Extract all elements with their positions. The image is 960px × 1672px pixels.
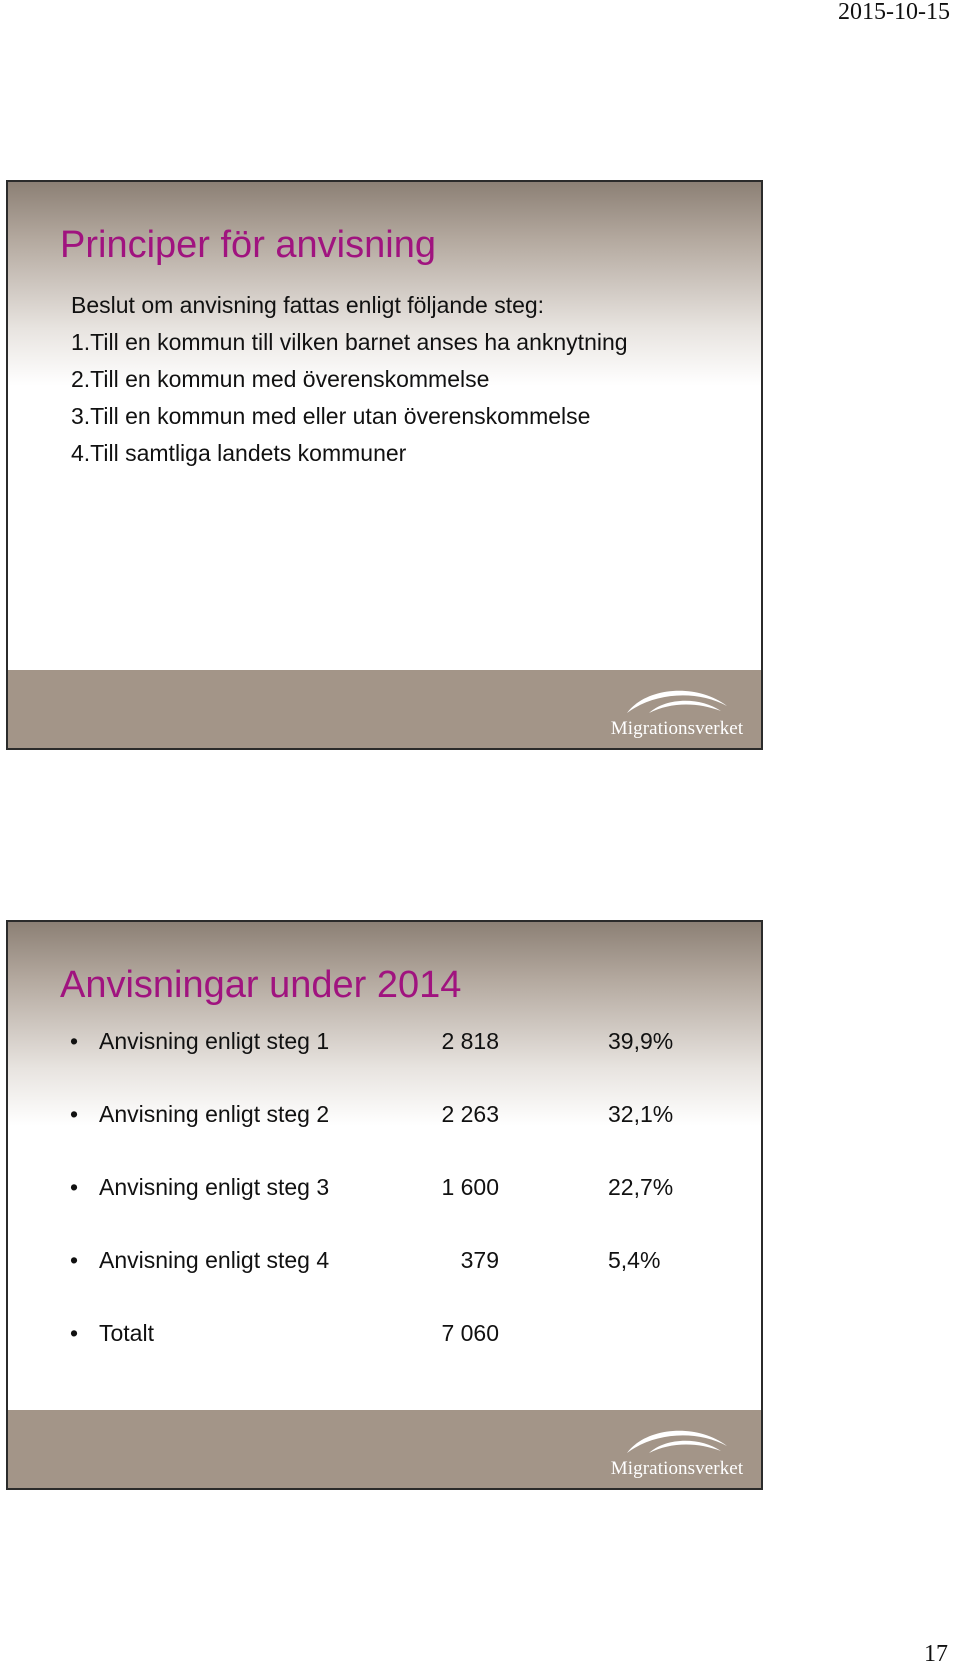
page-number: 17 [924,1641,948,1667]
row-percent: 32,1% [608,1101,674,1127]
bullet: • [70,1101,79,1127]
row-percent: 22,7% [608,1174,674,1200]
row-percent: 5,4% [608,1247,661,1273]
slide-footer [8,1410,761,1488]
row-label: Anvisning enligt steg 3 [99,1174,330,1200]
step-line-1: 1.Till en kommun till vilken barnet anses ha anknytning [71,329,628,355]
step-line-2: 2.Till en kommun med överenskommelse [71,366,490,392]
logo-text: Migrationsverket [610,1458,744,1479]
row-label: Anvisning enligt steg 2 [99,1101,330,1127]
row-count: 379 [460,1247,499,1273]
slide-title: Anvisningar under 2014 [60,964,462,1006]
page-date: 2015-10-15 [838,0,950,25]
row-count: 7 060 [441,1320,499,1346]
row-count: 2 263 [441,1101,499,1127]
row-percent: 39,9% [608,1028,674,1054]
row-label: Anvisning enligt steg 1 [99,1028,330,1054]
logo-arc-icon [625,1424,729,1454]
row-label: Totalt [99,1320,154,1346]
logo-arc-icon [625,684,729,714]
bullet: • [70,1174,79,1200]
bullet: • [70,1028,79,1054]
slide-footer [8,670,761,748]
slide-principer [6,180,763,750]
migrationsverket-logo [607,1424,747,1480]
row-count: 2 818 [441,1028,499,1054]
bullet: • [70,1247,79,1273]
slide-anvisningar [6,920,763,1490]
step-line-4: 4.Till samtliga landets kommuner [71,440,407,466]
step-line-3: 3.Till en kommun med eller utan överenskommelse [71,403,591,429]
row-count: 1 600 [441,1174,499,1200]
logo-text: Migrationsverket [610,718,744,739]
intro-line: Beslut om anvisning fattas enligt följande steg: [71,292,545,318]
slide-title: Principer för anvisning [60,224,436,266]
slide-body [71,287,628,472]
bullet: • [70,1320,79,1346]
row-label: Anvisning enligt steg 4 [99,1247,330,1273]
migrationsverket-logo [607,684,747,740]
